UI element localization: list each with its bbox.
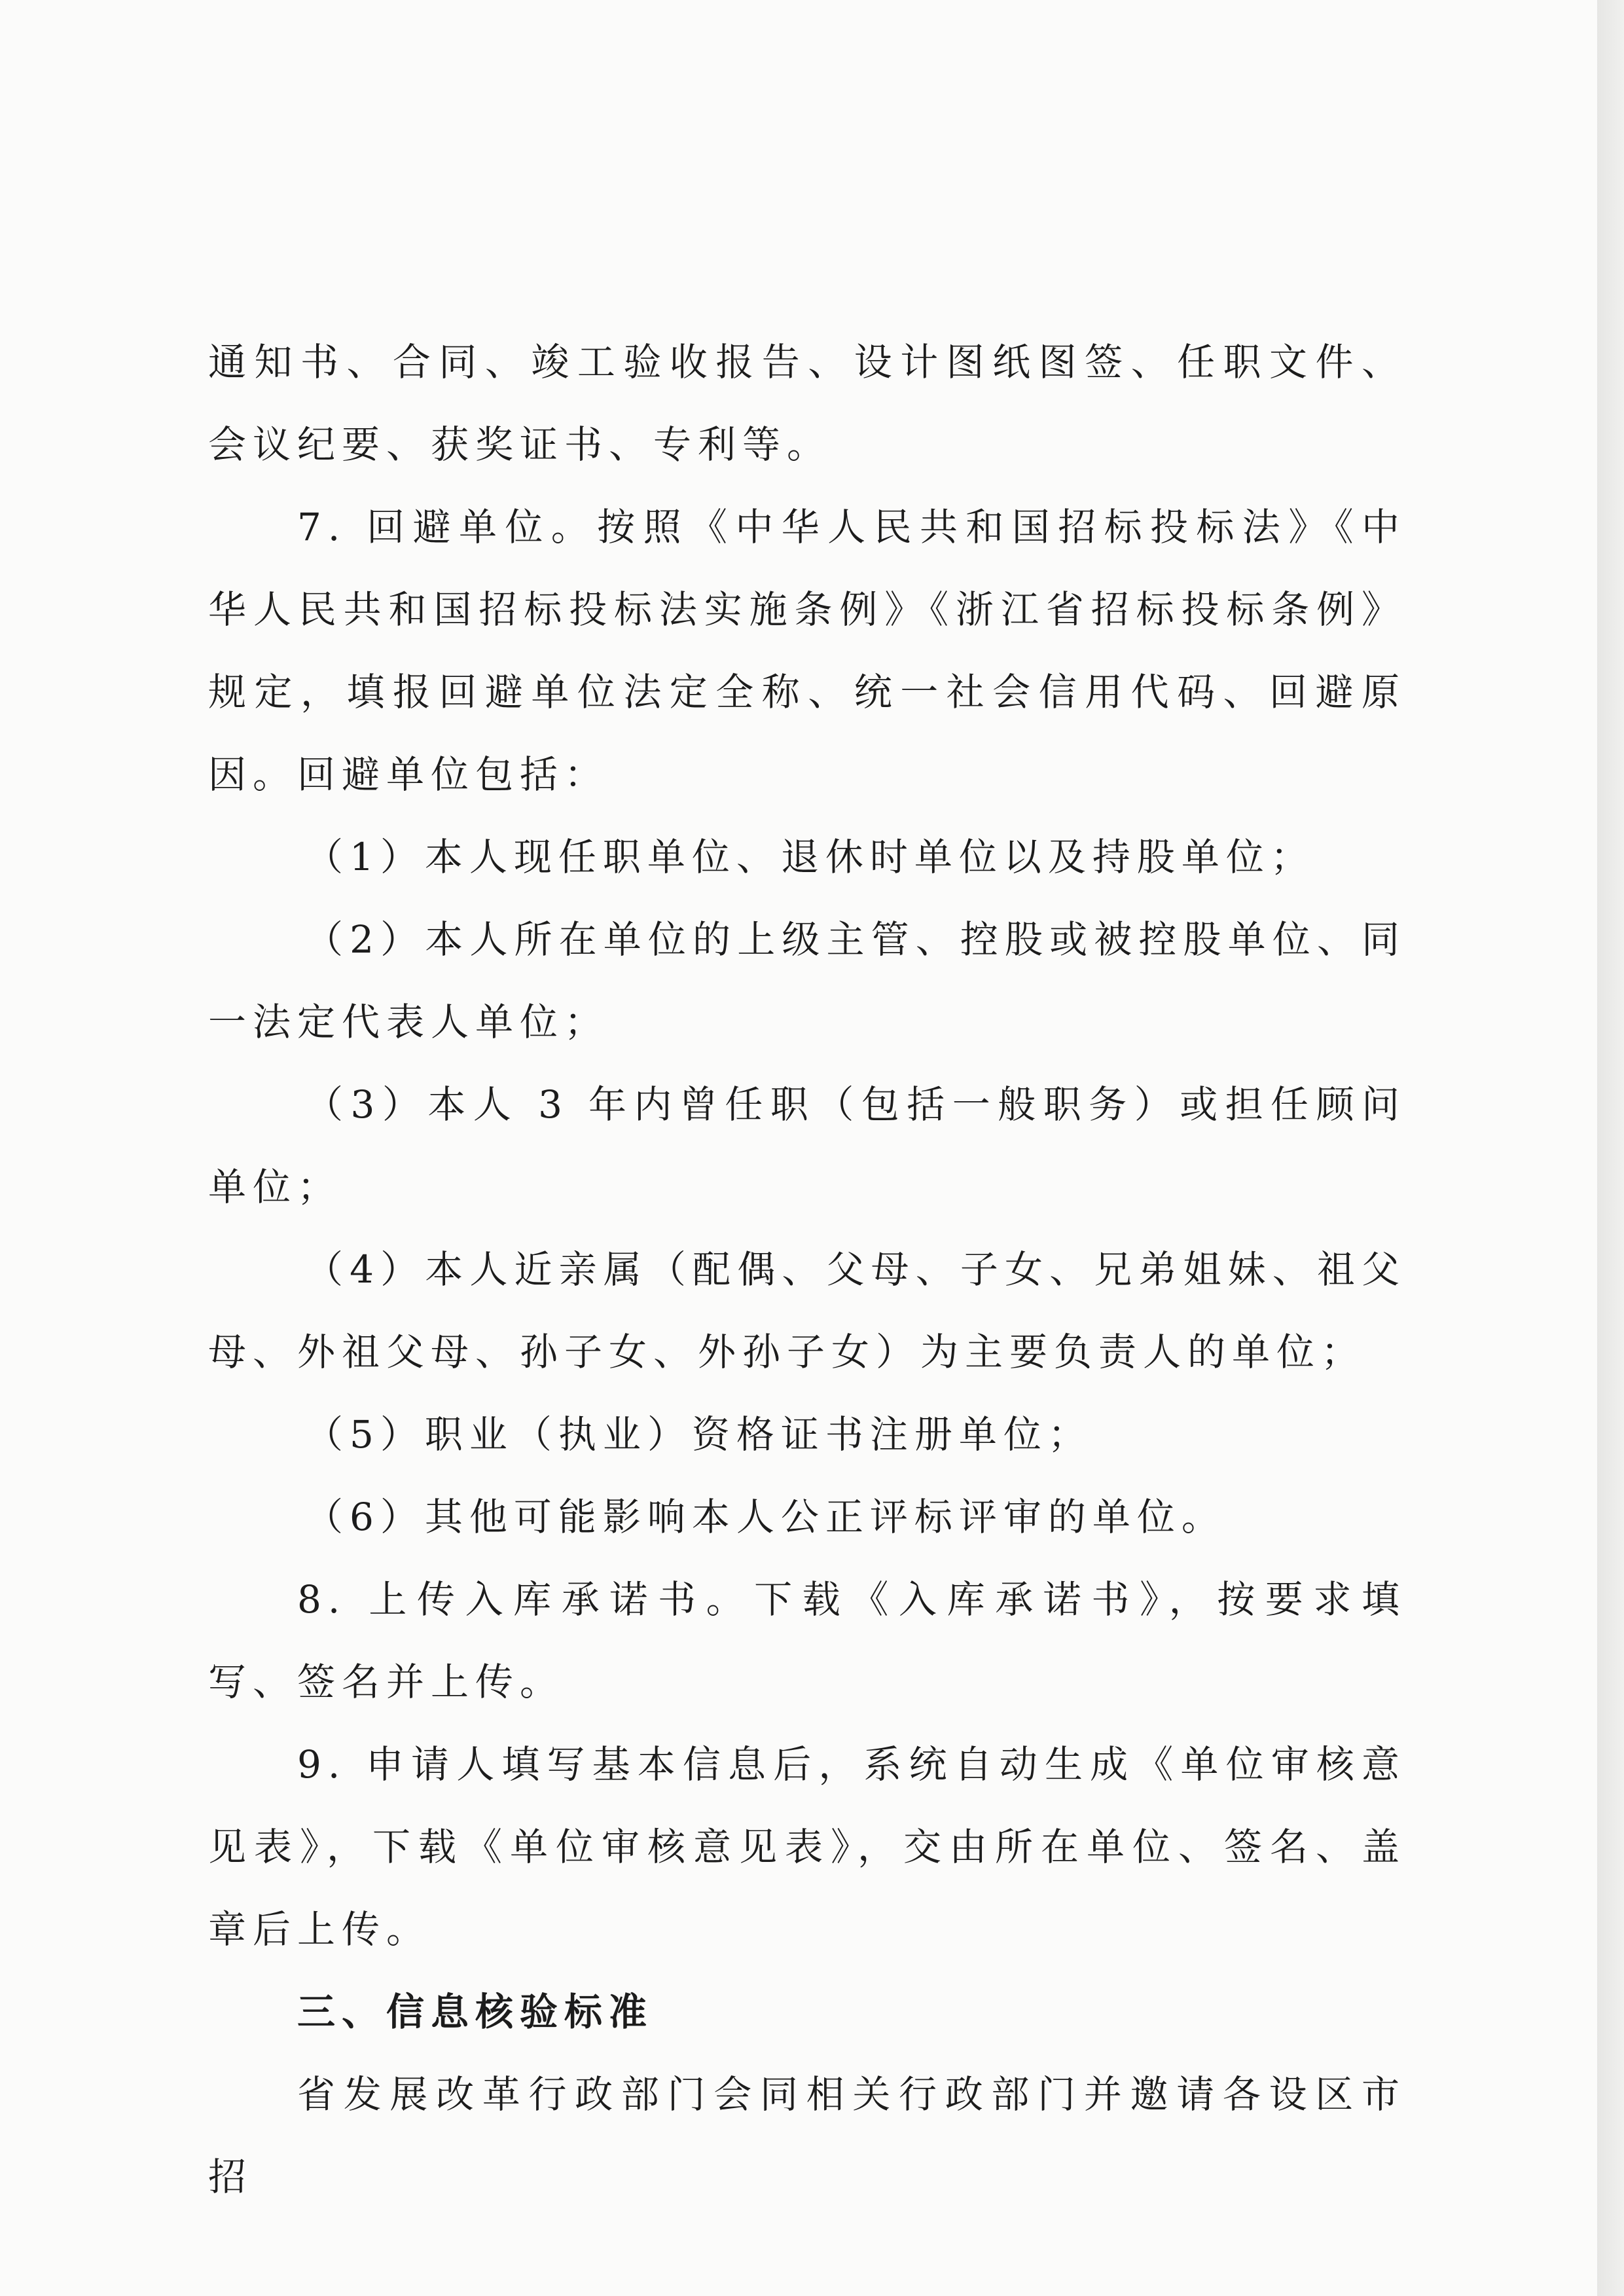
document-body: [208, 321, 1406, 2218]
section-heading: 三、信息核验标准: [297, 1990, 654, 2034]
list-item-2: （2）本人所在单位的上级主管、控股或被控股单位、同一法定代表人单位；: [208, 917, 1406, 1044]
scan-edge-shadow: [1597, 0, 1624, 2296]
list-item-1: （1）本人现任职单位、退休时单位以及持股单位；: [305, 835, 1315, 879]
paragraph-continuation: 通知书、合同、竣工验收报告、设计图纸图签、任职文件、会议纪要、获奖证书、专利等。: [208, 340, 1406, 467]
list-item-6: （6）其他可能影响本人公正评标评审的单位。: [305, 1495, 1226, 1539]
paragraph-item-7: 7. 回避单位。按照《中华人民共和国招标投标法》《中华人民共和国招标投标法实施条例》《浙江省招标投标条例》规定，填报回避单位法定全称、统一社会信用代码、回避原因。回避单位包括：: [208, 505, 1406, 797]
paragraph-item-8: 8. 上传入库承诺书。下载《入库承诺书》，按要求填写、签名并上传。: [208, 1577, 1406, 1704]
paragraph-section-3: 省发展改革行政部门会同相关行政部门并邀请各设区市招: [208, 2072, 1406, 2199]
list-item-3: （3）本人 3 年内曾任职（包括一般职务）或担任顾问单位；: [208, 1082, 1406, 1209]
paragraph-item-9: 9. 申请人填写基本信息后，系统自动生成《单位审核意见表》，下载《单位审核意见表》，交由所在单位、签名、盖章后上传。: [208, 1742, 1406, 1952]
list-item-5: （5）职业（执业）资格证书注册单位；: [305, 1412, 1092, 1457]
list-item-4: （4）本人近亲属（配偶、父母、子女、兄弟姐妹、祖父母、外祖父母、孙子女、外孙子女）为主要负责人的单位；: [208, 1247, 1406, 1374]
